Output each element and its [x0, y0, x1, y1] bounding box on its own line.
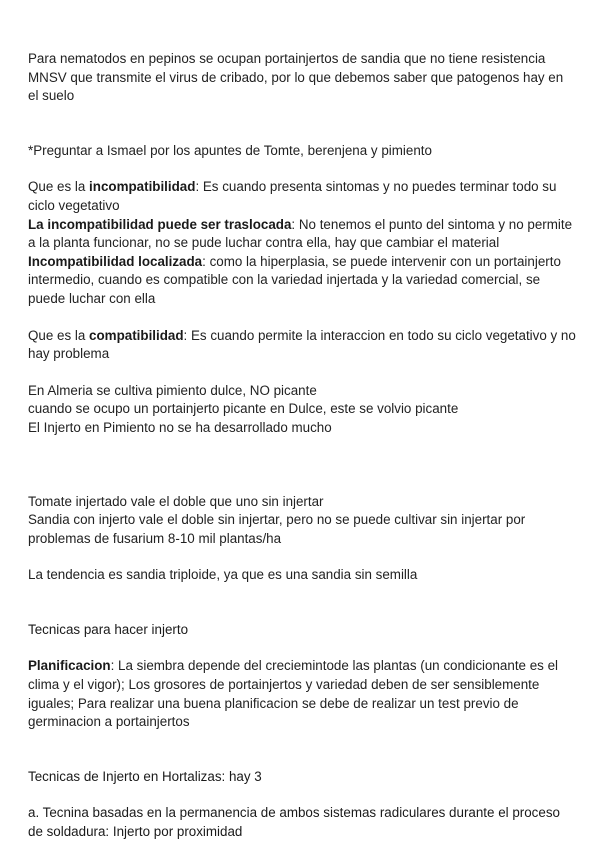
bold-localizada: Incompatibilidad localizada	[28, 253, 203, 269]
paragraph-incompatibilidad	[28, 178, 576, 215]
text-incompat-pre: Que es la	[28, 179, 90, 195]
heading-tecnicas: Tecnicas para hacer injerto	[28, 621, 189, 637]
bold-planificacion: Planificacion	[28, 658, 111, 674]
line-almeria-1: En Almeria se cultiva pimiento dulce, NO picante	[28, 382, 317, 398]
line-tendencia: La tendencia es sandia triploide, ya que es una sandia sin semilla	[28, 567, 418, 583]
item-a-proximidad: a. Tecnina basadas en la permanencia de ambos sistemas radiculares durante el proceso de soldadura: Injerto por proximidad	[28, 805, 560, 840]
text-trasloc-post: : No tenemos el punto del sintoma y no permite a la planta funcionar, no se pude luchar contra ella, hay que cambiar el material	[28, 216, 573, 251]
line-sandia: Sandia con injerto vale el doble sin injertar, pero no se puede cultivar sin injertar por problemas de fusarium 8-10 mil plantas/ha	[28, 512, 526, 546]
line-tomate: Tomate injertado vale el doble que uno sin injertar	[28, 493, 324, 509]
heading-hortalizas: Tecnicas de Injerto en Hortalizas: hay 3	[28, 768, 262, 784]
paragraph-preguntar: *Preguntar a Ismael por los apuntes de Tomte, berenjena y pimiento	[28, 142, 432, 158]
line-almeria-3: El Injerto en Pimiento no se ha desarrollado mucho	[28, 419, 332, 435]
paragraph-localizada	[28, 253, 576, 309]
paragraph-nematodos: Para nematodos en pepinos se ocupan portainjertos de sandia que no tiene resistencia MNSV que transmite el virus de cribado, por lo que debemos saber que patogenos hay en el suelo	[28, 51, 564, 104]
bold-compatibilidad: compatibilidad	[89, 327, 184, 343]
text-compat-pre: Que es la	[28, 327, 90, 343]
text-incompat-post: : Es cuando presenta sintomas y no puedes terminar todo su ciclo vegetativo	[28, 179, 557, 213]
text-compat-post: : Es cuando permite la interaccion en todo su ciclo vegetativo y no hay problema	[28, 327, 576, 362]
bold-traslocada: La incompatibilidad puede ser traslocada	[28, 216, 292, 232]
paragraph-compatibilidad	[28, 327, 576, 364]
line-almeria-2: cuando se ocupo un portainjerto picante en Dulce, este se volvio picante	[28, 401, 459, 417]
document-page	[28, 50, 576, 842]
bold-incompatibilidad: incompatibilidad	[89, 179, 196, 195]
text-planif-post: : La siembra depende del creciemintode las plantas (un condicionante es el clima y el vigor); Los grosores de portainjertos y variedad deben de ser sensiblemente iguales; Para realizar una buena planificacion se debe de realizar un test previo de germinacion a portainjertos	[28, 658, 558, 730]
paragraph-planificacion	[28, 657, 576, 731]
text-local-post: : como la hiperplasia, se puede intervenir con un portainjerto intermedio, cuando es compatible con la variedad injertada y la variedad comercial, se puede luchar con ella	[28, 253, 561, 306]
paragraph-traslocada	[28, 216, 576, 253]
